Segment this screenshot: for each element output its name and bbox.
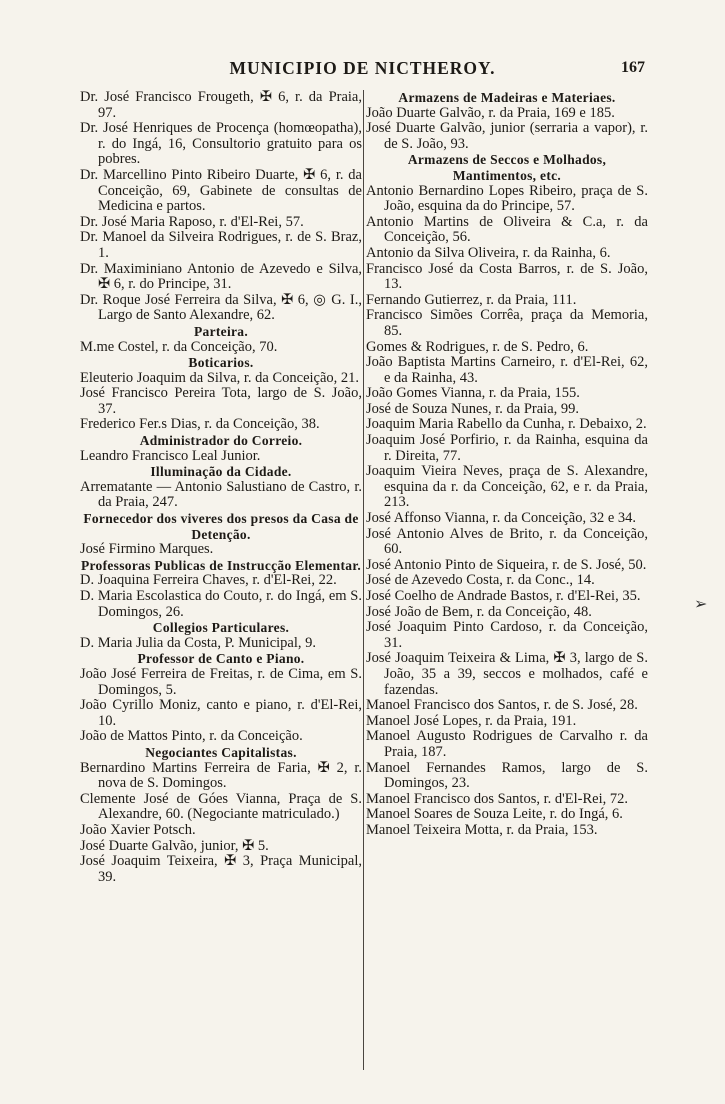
section-heading: Illuminação da Cidade. <box>150 464 292 480</box>
directory-entry: Antonio Martins de Oliveira & C.a, r. da Conceição, 56. <box>366 213 648 246</box>
directory-entry: João de Mattos Pinto, r. da Conceição. <box>80 728 303 745</box>
directory-entry: Joaquim Vieira Neves, praça de S. Alexandre, esquina da r. da Conceição, 62, e r. da Praia, 213. <box>366 463 648 511</box>
page-header <box>0 58 725 84</box>
directory-entry: Arrematante — Antonio Salustiano de Castro, r. da Praia, 247. <box>80 478 362 511</box>
directory-entry: Manoel Teixeira Motta, r. da Praia, 153. <box>366 821 598 838</box>
directory-entry: José Antonio Pinto de Siqueira, r. de S. José, 50. <box>366 556 647 573</box>
section-heading: Parteira. <box>193 323 249 339</box>
directory-entry: João Duarte Galvão, r. da Praia, 169 e 185. <box>366 104 615 121</box>
directory-entry: Gomes & Rodrigues, r. de S. Pedro, 6. <box>366 338 589 355</box>
directory-entry: D. Joaquina Ferreira Chaves, r. d'El-Rei, 22. <box>80 572 337 589</box>
directory-entry: José Francisco Pereira Tota, largo de S. João, 37. <box>80 385 362 417</box>
section-heading: Boticarios. <box>188 355 254 371</box>
directory-entry: Fernando Gutierrez, r. da Praia, 111. <box>366 291 577 308</box>
directory-entry: José Affonso Vianna, r. da Conceição, 32 e 34. <box>366 510 637 527</box>
directory-entry: Manoel Soares de Souza Leite, r. do Ingá, 6. <box>366 806 623 823</box>
section-heading: Armazens de Madeiras e Materiaes. <box>398 90 616 105</box>
directory-entry: José de Azevedo Costa, r. da Conc., 14. <box>366 572 595 589</box>
directory-entry: João Xavier Potsch. <box>80 821 196 838</box>
section-heading: Professoras Publicas de Instrucção Elementar. <box>80 557 362 573</box>
directory-entry: Bernardino Martins Ferreira de Faria, ✠ 2, r. nova de S. Domingos. <box>80 759 362 792</box>
directory-entry: Joaquim José Porfirio, r. da Rainha, esquina da r. Direita, 77. <box>366 432 648 464</box>
page-number: 167 <box>621 59 645 76</box>
directory-entry: Dr. José Henriques de Procença (homœopatha), r. do Ingá, 16, Consultorio gratuito para os pobres. <box>80 120 362 168</box>
directory-entry: Manoel Francisco dos Santos, r. d'El-Rei, 72. <box>366 790 628 807</box>
directory-entry: Dr. Manoel da Silveira Rodrigues, r. de S. Braz, 1. <box>80 229 362 261</box>
directory-entry: Dr. José Maria Raposo, r. d'El-Rei, 57. <box>80 213 304 230</box>
directory-entry: Manoel Francisco dos Santos, r. de S. José, 28. <box>366 697 638 714</box>
section-heading: Professor de Canto e Piano. <box>137 651 305 667</box>
directory-entry: Manoel José Lopes, r. da Praia, 191. <box>366 712 577 729</box>
directory-entry: Francisco José da Costa Barros, r. de S. João, 13. <box>366 260 648 293</box>
right-column <box>366 90 648 839</box>
directory-entry: Dr. José Francisco Frougeth, ✠ 6, r. da Praia, 97. <box>80 89 362 121</box>
directory-entry: Frederico Fer.s Dias, r. da Conceição, 38. <box>80 416 320 433</box>
section-heading: Armazens de Seccos e Molhados, Mantimentos, etc. <box>407 152 607 183</box>
directory-entry: Manoel Fernandes Ramos, largo de S. Domingos, 23. <box>366 759 648 792</box>
directory-entry: Antonio Bernardino Lopes Ribeiro, praça de S. João, esquina da do Principe, 57. <box>366 182 648 215</box>
directory-entry: João José Ferreira de Freitas, r. de Cima, em S. Domingos, 5. <box>80 665 362 698</box>
directory-entry: Eleuterio Joaquim da Silva, r. da Conceição, 21. <box>80 369 360 386</box>
directory-entry: José Joaquim Teixeira, ✠ 3, Praça Municipal, 39. <box>80 853 362 885</box>
column-divider <box>363 90 364 1070</box>
section-heading: Fornecedor dos viveres dos presos da Casa de Detenção. <box>83 511 359 542</box>
directory-entry: José Duarte Galvão, junior, ✠ 5. <box>80 837 269 854</box>
directory-entry: José Coelho de Andrade Bastos, r. d'El-Rei, 35. <box>366 588 641 604</box>
directory-entry: M.me Costel, r. da Conceição, 70. <box>80 338 278 355</box>
directory-entry: José João de Bem, r. da Conceição, 48. <box>366 603 592 620</box>
directory-entry: Dr. Marcellino Pinto Ribeiro Duarte, ✠ 6, r. da Conceição, 69, Gabinete de consultas de Medicina e partos. <box>80 166 362 215</box>
directory-entry: João Gomes Vianna, r. da Praia, 155. <box>366 385 580 402</box>
directory-entry: D. Maria Escolastica do Couto, r. do Ingá, em S. Domingos, 26. <box>80 588 362 620</box>
directory-entry: João Baptista Martins Carneiro, r. d'El-Rei, 62, e da Rainha, 43. <box>366 354 648 386</box>
directory-entry: José Duarte Galvão, junior (serraria a vapor), r. de S. João, 93. <box>366 120 648 152</box>
directory-entry: Joaquim Maria Rabello da Cunha, r. Debaixo, 2. <box>366 416 647 433</box>
directory-entry: José Antonio Alves de Brito, r. da Conceição, 60. <box>366 525 648 558</box>
directory-entry: José Joaquim Pinto Cardoso, r. da Conceição, 31. <box>366 619 648 651</box>
left-column <box>80 90 362 885</box>
directory-entry: Leandro Francisco Leal Junior. <box>80 447 261 464</box>
directory-entry: D. Maria Julia da Costa, P. Municipal, 9. <box>80 634 317 651</box>
directory-entry: José Joaquim Teixeira & Lima, ✠ 3, largo de S. João, 35 a 39, seccos e molhados, café e fazendas. <box>366 650 648 698</box>
directory-entry: Dr. Maximiniano Antonio de Azevedo e Silva, ✠ 6, r. do Principe, 31. <box>80 260 362 293</box>
section-heading: Administrador do Correio. <box>139 433 303 449</box>
directory-entry: Francisco Simões Corrêa, praça da Memoria, 85. <box>366 307 648 339</box>
directory-entry: Clemente José de Góes Vianna, Praça de S. Alexandre, 60. (Negociante matriculado.) <box>80 790 362 823</box>
directory-entry: João Cyrillo Moniz, canto e piano, r. d'El-Rei, 10. <box>80 697 362 729</box>
directory-entry: José de Souza Nunes, r. da Praia, 99. <box>366 400 580 417</box>
page-title: MUNICIPIO DE NICTHEROY. <box>229 58 496 78</box>
section-heading: Negociantes Capitalistas. <box>145 744 297 760</box>
margin-arrow-mark: ➢ <box>694 596 708 613</box>
section-heading: Collegios Particulares. <box>152 620 290 636</box>
directory-entry: Antonio da Silva Oliveira, r. da Rainha, 6. <box>366 244 611 261</box>
directory-entry: Dr. Roque José Ferreira da Silva, ✠ 6, ◎ G. I., Largo de Santo Alexandre, 62. <box>80 291 362 324</box>
directory-entry: Manoel Augusto Rodrigues de Carvalho r. da Praia, 187. <box>366 728 648 760</box>
directory-entry: José Firmino Marques. <box>80 541 214 558</box>
